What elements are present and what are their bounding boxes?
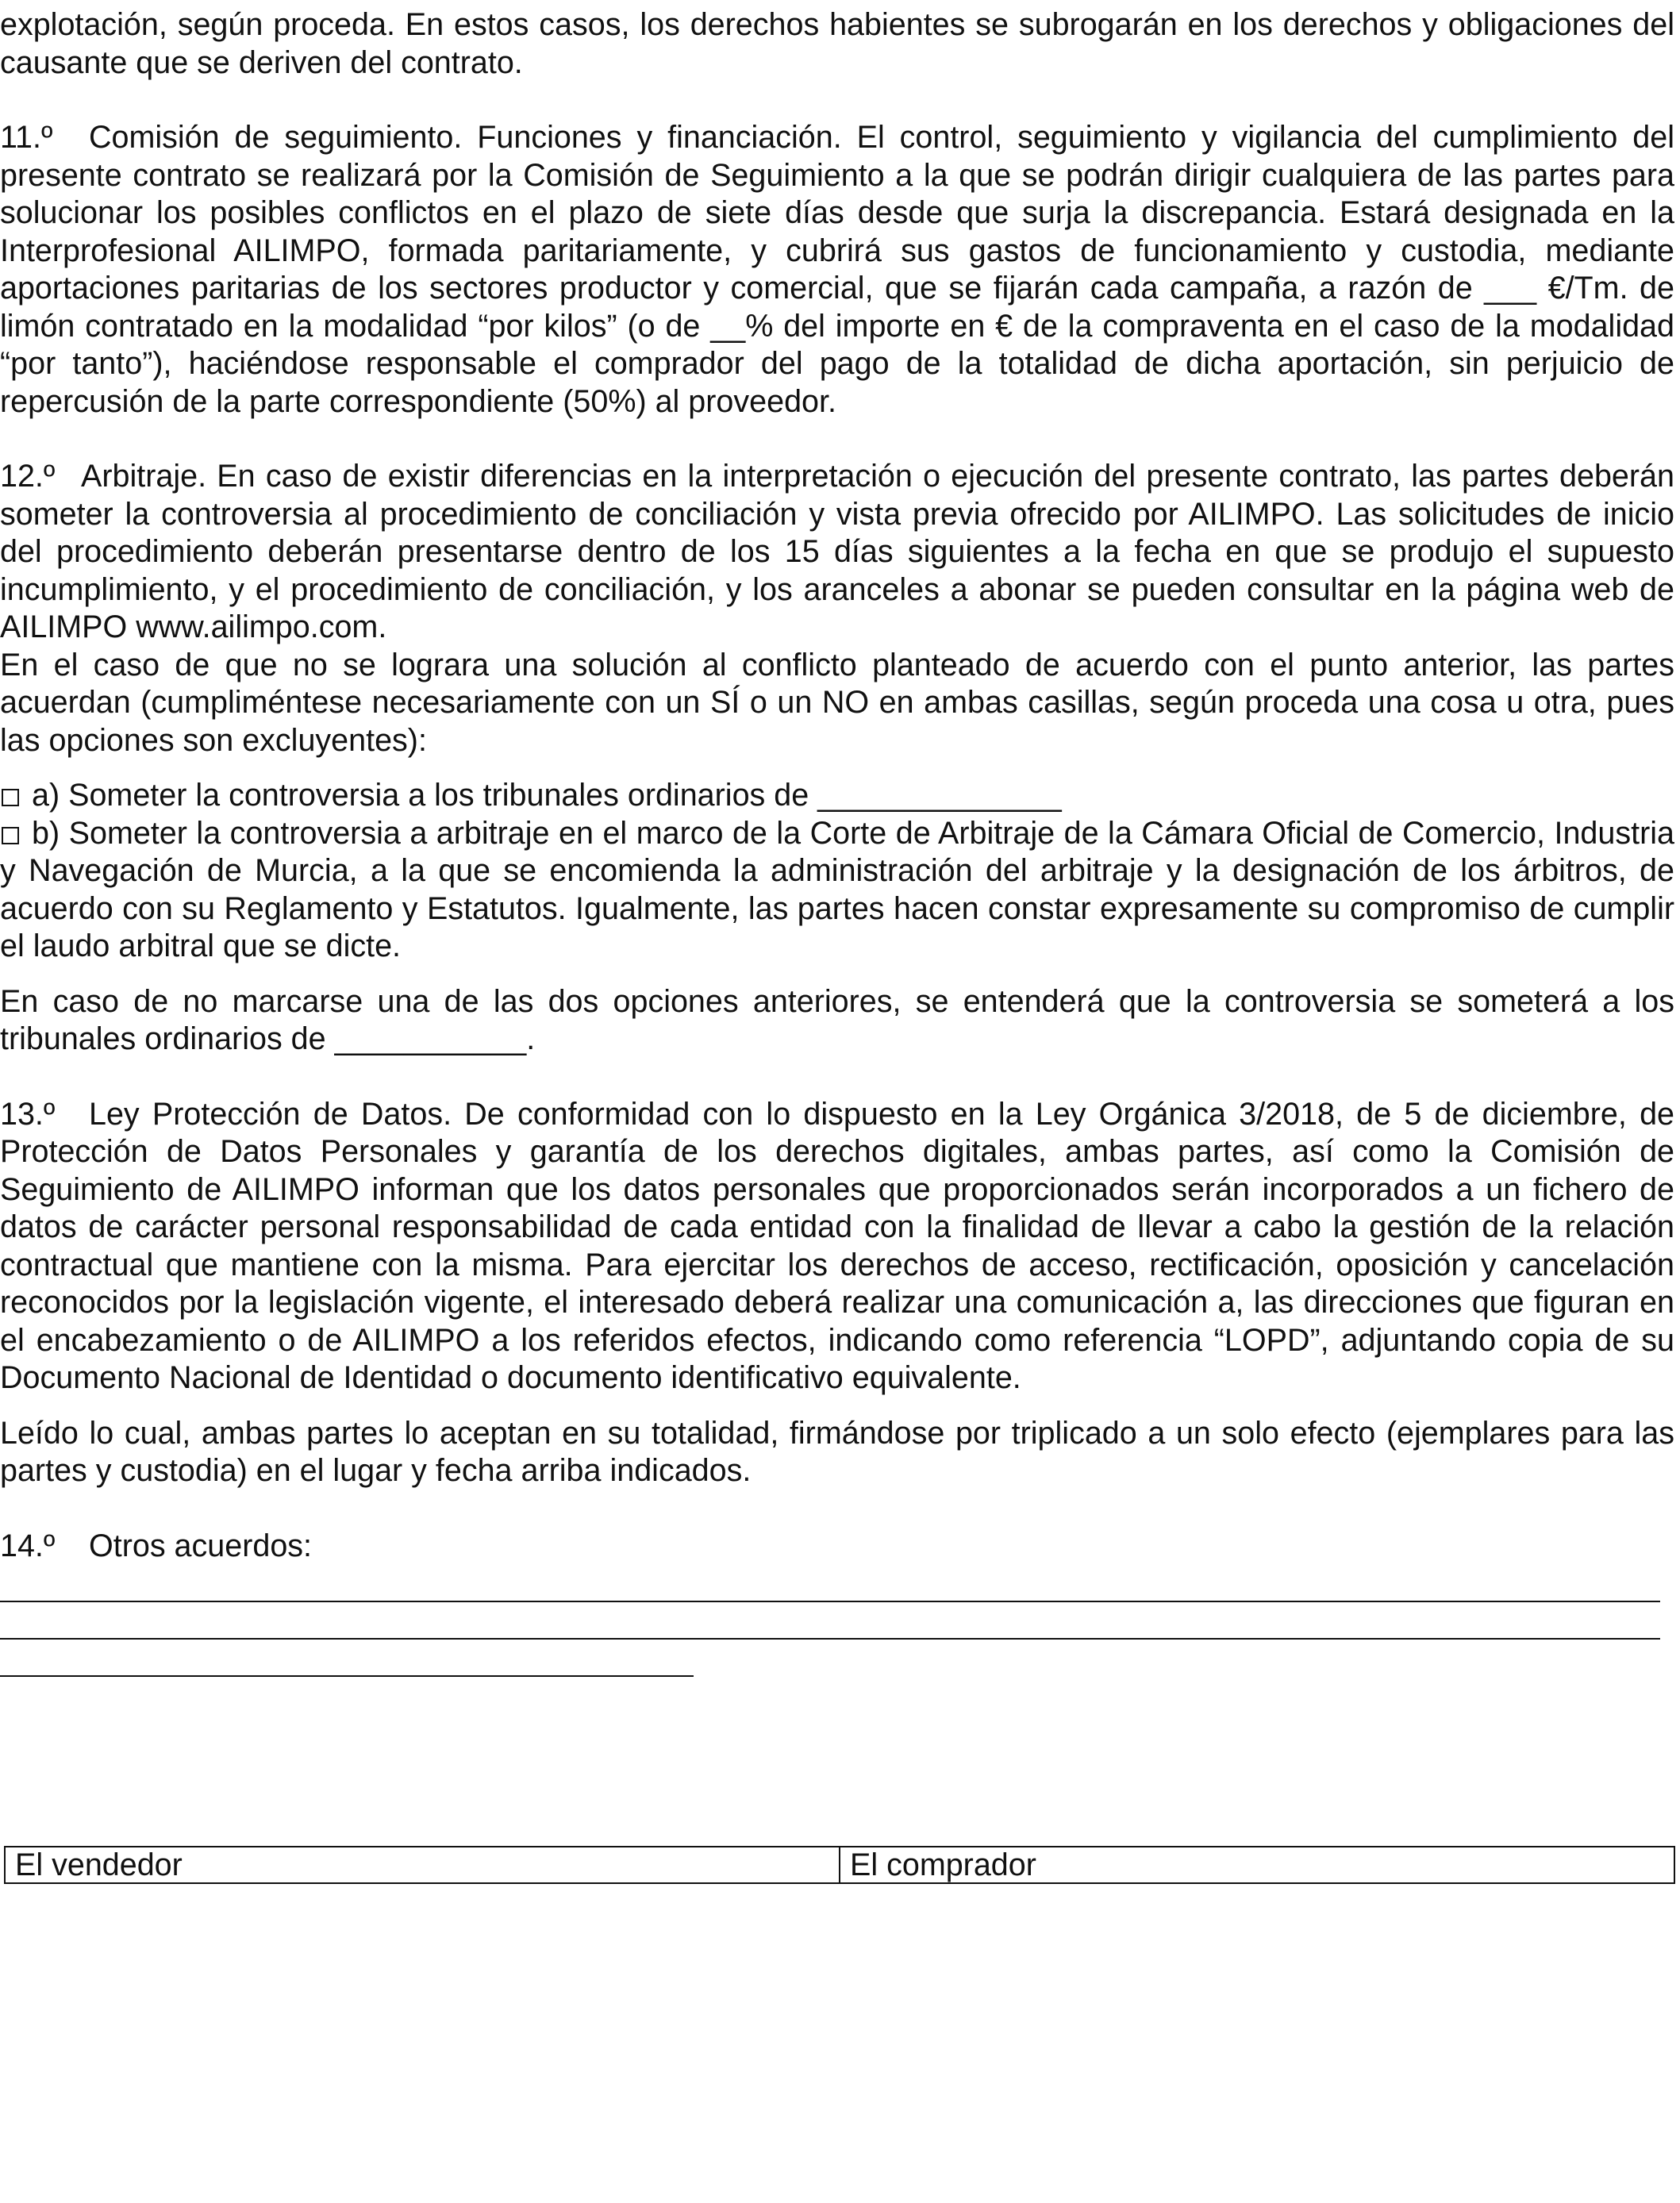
spacer [0, 82, 1674, 119]
clause-11-text: Comisión de seguimiento. Funciones y financiación. El control, seguimiento y vigilancia del cumplimiento del presente contrato se realizará por la Comisión de Seguimiento a la que se podrán dirigir cualquiera de las partes para solucionar los posibles conflictos en el plazo de siete días desde que surja la discrepancia. Estará designada en la Interprofesional AILIMPO, formada paritariamente, y cubrirá sus gastos de funcionamiento y custodia, mediante aportaciones paritarias de los sectores productor y comercial, que se fijarán cada campaña, a razón de ___ €/Tm. de limón contratado en la modalidad “por kilos” (o de __% del importe en € de la compraventa en el caso de la modalidad “por tanto”), haciéndose responsable el comprador del pago de la totalidad de dicha aportación, sin perjuicio de repercusión de la parte correspondiente (50%) al proveedor. [0, 120, 1674, 419]
signature-row [5, 1847, 1674, 1883]
option-a-line [0, 777, 1674, 815]
option-a-text: a) Someter la controversia a los tribunales ordinarios de ______________ [32, 778, 1062, 813]
clause-14-text: Otros acuerdos: [89, 1528, 313, 1563]
spacer [0, 1059, 1674, 1096]
default-option-paragraph: En caso de no marcarse una de las dos opciones anteriores, se entenderá que la controversia se someterá a los tribunales ordinarios de ___________. [0, 983, 1674, 1056]
seller-signature-cell[interactable]: El vendedor [5, 1847, 840, 1883]
clause-12-second-paragraph: En el caso de que no se lograra una solución al conflicto planteado de acuerdo con el punto anterior, las partes acuerdan (cumpliméntese necesariamente con un SÍ o un NO en ambas casillas, según proceda una cosa u otra, pues las opciones son excluyentes): [0, 647, 1674, 758]
closing-paragraph: Leído lo cual, ambas partes lo aceptan en su totalidad, firmándose por triplicado a un solo efecto (ejemplares para las partes y custodia) en el lugar y fecha arriba indicados. [0, 1415, 1674, 1488]
other-agreements-line-3[interactable] [0, 1640, 694, 1677]
option-b-text: b) Someter la controversia a arbitraje en el marco de la Corte de Arbitraje de la Cámara Oficial de Comercio, Industria y Navegación de Murcia, a la que se encomienda la administración del arbitraje y la designación de los árbitros, de acuerdo con su Reglamento y Estatutos. Igualmente, las partes hacen constar expresamente su compromiso de cumplir el laudo arbitral que se dicte. [0, 815, 1674, 963]
spacer [0, 1398, 1674, 1415]
spacer [0, 1490, 1674, 1528]
clause-11-paragraph [0, 119, 1674, 421]
document-body [0, 6, 1674, 1677]
spacer [0, 759, 1674, 777]
option-b-checkbox[interactable] [2, 827, 19, 844]
clause-12-paragraph [0, 458, 1674, 647]
clause-13-paragraph [0, 1096, 1674, 1398]
clause-12-number: 12.º [0, 459, 56, 494]
clause-13-text: Ley Protección de Datos. De conformidad con lo dispuesto en la Ley Orgánica 3/2018, de 5 de diciembre, de Protección de Datos Personales y garantía de los derechos digitales, ambas partes, así como la Comisión de Seguimiento de AILIMPO informan que los datos personales que proporcionados serán incorporados a un fichero de datos de carácter personal responsabilidad de cada entidad con la finalidad de llevar a cabo la gestión de la relación contractual que mantiene con la misma. Para ejercitar los derechos de acceso, rectificación, oposición y cancelación reconocidos por la legislación vigente, el interesado deberá realizar una comunicación a, las direcciones que figuran en el encabezamiento o de AILIMPO a los referidos efectos, indicando como referencia “LOPD”, adjuntando copia de su Documento Nacional de Identidad o documento identificativo equivalente. [0, 1096, 1674, 1395]
option-b-paragraph [0, 815, 1674, 966]
clause-11-number: 11.º [0, 120, 53, 155]
buyer-signature-cell[interactable]: El comprador [840, 1847, 1674, 1883]
spacer [0, 966, 1674, 983]
clause-12-text: Arbitraje. En caso de existir diferencias en la interpretación o ejecución del presente contrato, las partes deberán someter la controversia al procedimiento de conciliación y vista previa ofrecido por AILIMPO. Las solicitudes de inicio del procedimiento deberán presentarse dentro de los 15 días siguientes a la fecha en que se produjo el supuesto incumplimiento, y el procedimiento de conciliación, y los aranceles a abonar se pueden consultar en la página web de AILIMPO www.ailimpo.com. [0, 459, 1674, 644]
other-agreements-line-1[interactable] [0, 1565, 1660, 1602]
signature-table [4, 1846, 1675, 1884]
clause-14-number: 14.º [0, 1528, 56, 1563]
intro-paragraph: explotación, según proceda. En estos casos, los derechos habientes se subrogarán en los derechos y obligaciones del causante que se deriven del contrato. [0, 7, 1674, 80]
option-a-checkbox[interactable] [2, 789, 19, 806]
spacer [0, 421, 1674, 458]
clause-14-paragraph [0, 1528, 1674, 1566]
other-agreements-line-2[interactable] [0, 1602, 1660, 1640]
clause-13-number: 13.º [0, 1096, 56, 1132]
